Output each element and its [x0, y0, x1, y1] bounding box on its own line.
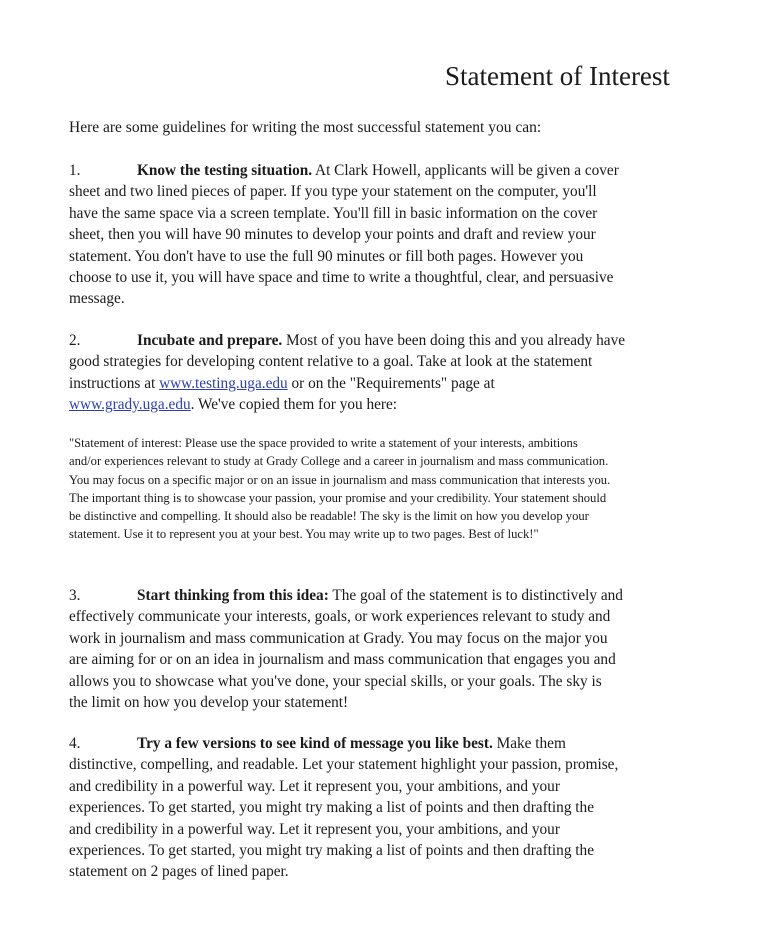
guideline-4-line: and credibility in a powerful way. Let it represent you, your ambitions, and your — [69, 777, 560, 795]
guideline-1-line: choose to use it, you will have space and time to write a thoughtful, clear, and persuasive — [69, 268, 614, 286]
guideline-4-line: distinctive, compelling, and readable. Let your statement highlight your passion, promise, — [69, 756, 619, 774]
guideline-1 — [69, 160, 741, 310]
quote-line: be distinctive and compelling. It should also be readable! The sky is the limit on how you develop your — [69, 509, 589, 524]
guideline-2-line-3-pre: instructions at — [69, 374, 160, 392]
guideline-3-line-1-text: The goal of the statement is to distinctively and — [328, 587, 623, 604]
guideline-4-line: experiences. To get started, you might try making a list of points and then drafting the — [69, 799, 594, 817]
guideline-4-line-1-text: Make them — [492, 735, 566, 752]
quote-line: statement. Use it to represent you at your best. You may write up to two pages. Best of luck!" — [69, 527, 539, 542]
guideline-3-line: allows you to showcase what you've done, your special skills, or your goals. The sky is — [69, 672, 602, 690]
guideline-2-number: 2. — [69, 332, 81, 349]
guideline-4-line: statement on 2 pages of lined paper. — [69, 863, 289, 881]
guideline-3-line: the limit on how you develop your statement! — [69, 693, 349, 711]
guideline-3-number: 3. — [69, 587, 81, 604]
guideline-1-line: have the same space via a screen template. You'll fill in basic information on the cover — [69, 204, 598, 222]
intro-text: Here are some guidelines for writing the most successful statement you can: — [69, 119, 542, 136]
guideline-1-line-1 — [69, 160, 741, 181]
guideline-2-heading: Incubate and prepare. — [137, 332, 283, 349]
guideline-2-line-4-post: . We've copied them for you here: — [190, 396, 398, 414]
guideline-3-line-1 — [69, 585, 741, 606]
guideline-1-line: message. — [69, 290, 125, 308]
guideline-1-line: sheet and two lined pieces of paper. If you type your statement on the computer, you'll — [69, 183, 597, 201]
guideline-2-line-3-post: or on the "Requirements" page at — [287, 374, 495, 392]
testing-uga-link[interactable]: www.testing.uga.edu — [159, 374, 288, 392]
guideline-2-line: good strategies for developing content relative to a goal. Take at look at the statement — [69, 353, 593, 371]
quote-line: "Statement of interest: Please use the space provided to write a statement of your interests, ambitions — [69, 436, 578, 450]
guideline-1-number: 1. — [69, 162, 81, 179]
guideline-4-heading: Try a few versions to see kind of message you like best. — [137, 735, 493, 752]
guideline-4-line: experiences. To get started, you might try making a list of points and then drafting the — [69, 841, 594, 859]
page-title: Statement of Interest — [445, 61, 670, 91]
guideline-2-line-1-text: Most of you have been doing this and you already have — [282, 332, 626, 349]
guideline-2-line-3 — [69, 373, 741, 394]
quote-line: and/or experiences relevant to study at Grady College and a career in journalism and mass communication. — [69, 454, 609, 469]
guideline-3-line: effectively communicate your interests, goals, or work experiences relevant to study and — [69, 608, 611, 626]
guideline-1-line-1-text: At Clark Howell, applicants will be given a cover — [312, 162, 619, 179]
guideline-3-heading: Start thinking from this idea: — [137, 587, 329, 604]
guideline-3 — [69, 585, 741, 713]
guideline-2-line-1 — [69, 330, 741, 351]
quote-line: The important thing is to showcase your passion, your promise and your credibility. Your statement should — [69, 490, 607, 505]
guideline-2-line-4 — [69, 394, 741, 415]
guideline-3-line: work in journalism and mass communication at Grady. You may focus on the major you — [69, 629, 608, 647]
grady-uga-link[interactable]: www.grady.uga.edu — [69, 396, 191, 414]
guideline-2 — [69, 330, 741, 416]
guideline-3-line: are aiming for or on an idea in journalism and mass communication that engages you and — [69, 651, 616, 669]
guideline-1-heading: Know the testing situation. — [137, 162, 313, 179]
guideline-4-number: 4. — [69, 735, 81, 752]
quote-line: You may focus on a specific major or on an issue in journalism and mass communication that interests you. — [69, 472, 611, 487]
quoted-instructions — [69, 434, 741, 544]
guideline-4 — [69, 733, 741, 883]
guideline-4-line: and credibility in a powerful way. Let it represent you, your ambitions, and your — [69, 820, 560, 838]
guideline-1-line: sheet, then you will have 90 minutes to develop your points and draft and review your — [69, 226, 596, 244]
guideline-4-line-1 — [69, 733, 741, 754]
guideline-1-line: statement. You don't have to use the full 90 minutes or fill both pages. However you — [69, 247, 584, 265]
